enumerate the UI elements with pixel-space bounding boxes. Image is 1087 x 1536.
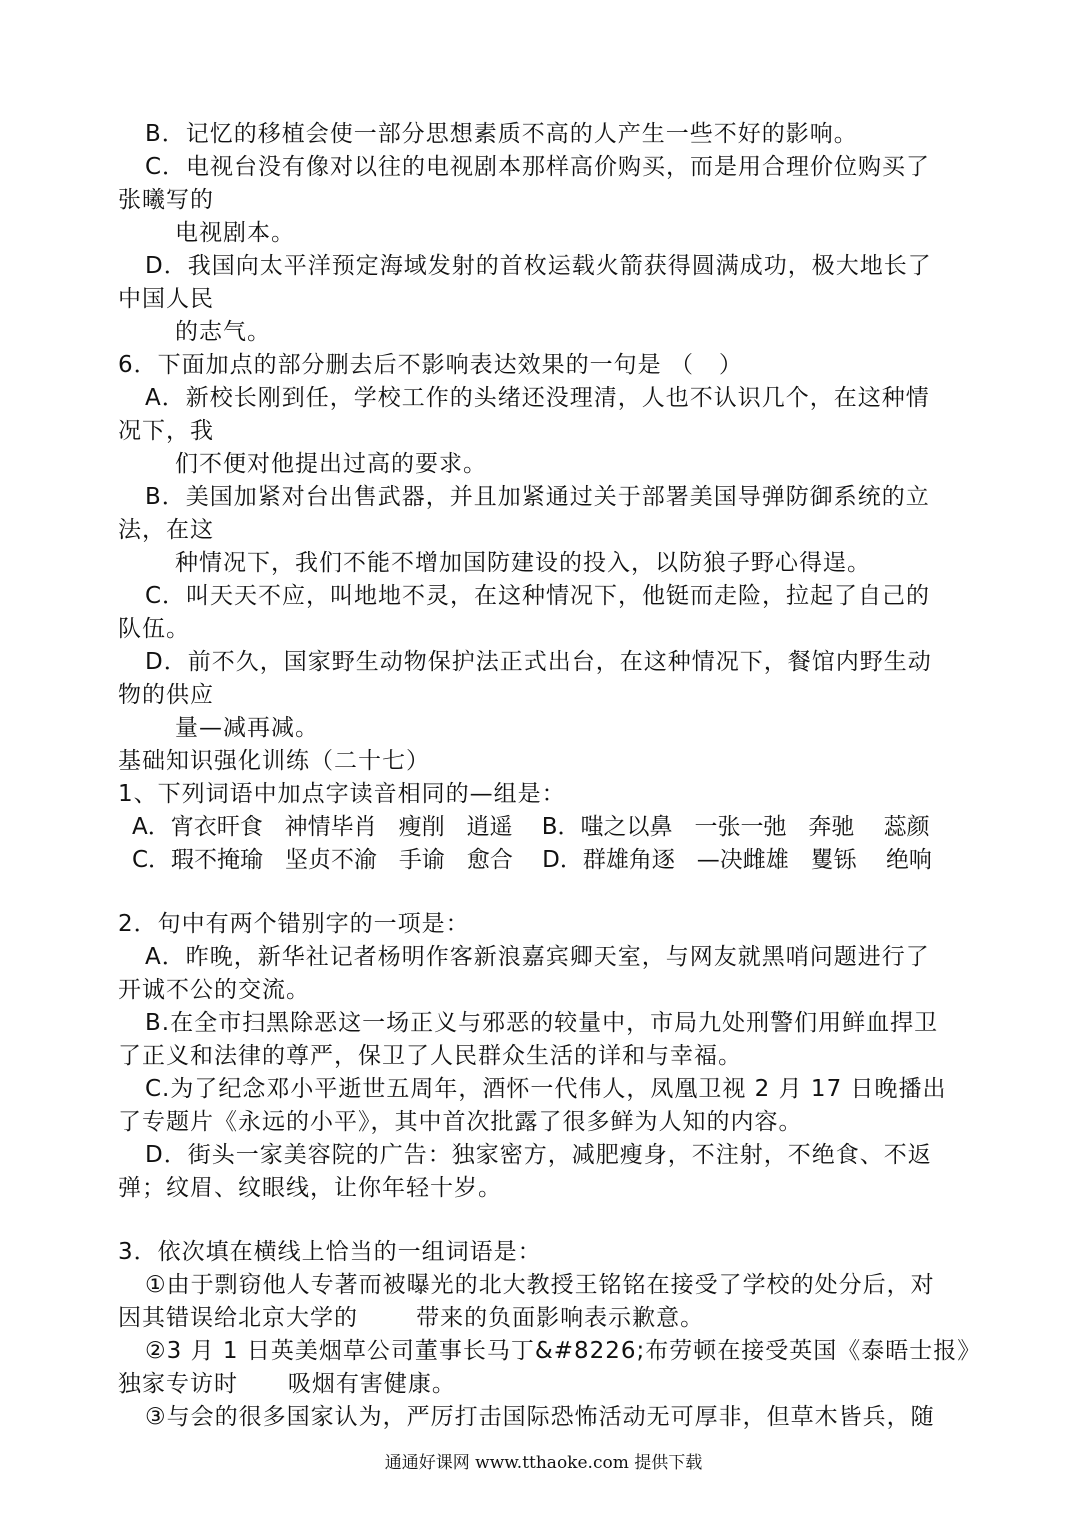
text-line: D．街头一家美容院的广告：独家密方，减肥瘦身，不注射，不绝食、不返 xyxy=(145,1142,932,1168)
text-line: C．电视台没有像对以往的电视剧本那样高价购买，而是用合理价位购买了 xyxy=(145,154,931,180)
text-line: 法，在这 xyxy=(118,517,214,543)
text-line: 况下，我 xyxy=(118,418,214,444)
text-line: D．前不久，国家野生动物保护法正式出台，在这种情况下，餐馆内野生动 xyxy=(145,649,932,675)
question-heading: 2．句中有两个错别字的一项是： xyxy=(118,911,470,937)
text-line: 张曦写的 xyxy=(118,187,214,213)
text-line: 开诚不公的交流。 xyxy=(118,977,310,1003)
text-line: C．叫天天不应，叫地地不灵，在这种情况下，他铤而走险，拉起了自己的 xyxy=(145,583,931,609)
text-line: A．昨晚，新华社记者杨明作客新浪嘉宾卿天室，与网友就黑哨问题进行了 xyxy=(145,944,930,970)
text-line: 了正义和法律的尊严，保卫了人民群众生活的详和与幸福。 xyxy=(118,1043,742,1069)
options-row: C．瑕不掩瑜 坚贞不渝 手谕 愈合 D．群雄角逐 —决雌雄 矍铄 绝响 xyxy=(132,847,932,873)
text-line: 们不便对他提出过高的要求。 xyxy=(175,451,487,477)
text-line: 电视剧本。 xyxy=(175,220,295,246)
text-line: 独家专访时 吸烟有害健康。 xyxy=(118,1371,456,1397)
text-line: 了专题片《永远的小平》，其中首次批露了很多鲜为人知的内容。 xyxy=(118,1109,803,1135)
text-line: A．新校长刚到任，学校工作的头绪还没理清，人也不认识几个，在这种情 xyxy=(145,385,930,411)
text-line: B．记忆的移植会使一部分思想素质不高的人产生一些不好的影响。 xyxy=(145,121,858,147)
section-title: 基础知识强化训练（二十七） xyxy=(118,748,430,774)
text-line: 量—减再减。 xyxy=(175,715,319,741)
options-row: A．宵衣旰食 神情毕肖 瘦削 逍遥 B．嗤之以鼻 一张一弛 奔驰 蕊颜 xyxy=(132,814,930,840)
text-line: B.在全市扫黑除恶这一场正义与邪恶的较量中，市局九处刑警们用鲜血捍卫 xyxy=(145,1010,939,1036)
text-line: B．美国加紧对台出售武器，并且加紧通过关于部署美国导弹防御系统的立 xyxy=(145,484,930,510)
text-line: 的志气。 xyxy=(175,319,271,345)
question-heading: 3．依次填在横线上恰当的一组词语是： xyxy=(118,1239,542,1265)
question-heading: 1、下列词语中加点字读音相同的—组是： xyxy=(118,781,566,807)
text-line: 因其错误给北京大学的 带来的负面影响表示歉意。 xyxy=(118,1305,705,1331)
page-footer: 通通好课网 www.tthaoke.com 提供下载 xyxy=(384,1453,703,1473)
text-line: ③与会的很多国家认为，严厉打击国际恐怖活动无可厚非，但草木皆兵，随 xyxy=(145,1404,935,1430)
text-line: 物的供应 xyxy=(118,682,214,708)
text-line: 队伍。 xyxy=(118,616,190,642)
text-line: 中国人民 xyxy=(118,286,214,312)
text-line: 弹；纹眉、纹眼线，让你年轻十岁。 xyxy=(118,1175,502,1201)
text-line: C.为了纪念邓小平逝世五周年，酒怀一代伟人，凤凰卫视 2 月 17 日晚播出 xyxy=(145,1076,947,1102)
text-line: ①由于剽窃他人专著而被曝光的北大教授王铭铭在接受了学校的处分后，对 xyxy=(145,1272,935,1298)
question-heading: 6．下面加点的部分删去后不影响表达效果的一句是 （ ） xyxy=(118,352,743,378)
text-line: ②3 月 1 日英美烟草公司董事长马丁&#8226;布劳顿在接受英国《泰晤士报》 xyxy=(145,1338,982,1364)
text-line: D．我国向太平洋预定海域发射的首枚运载火箭获得圆满成功，极大地长了 xyxy=(145,253,932,279)
text-line: 种情况下，我们不能不增加国防建设的投入，以防狼子野心得逞。 xyxy=(175,550,871,576)
